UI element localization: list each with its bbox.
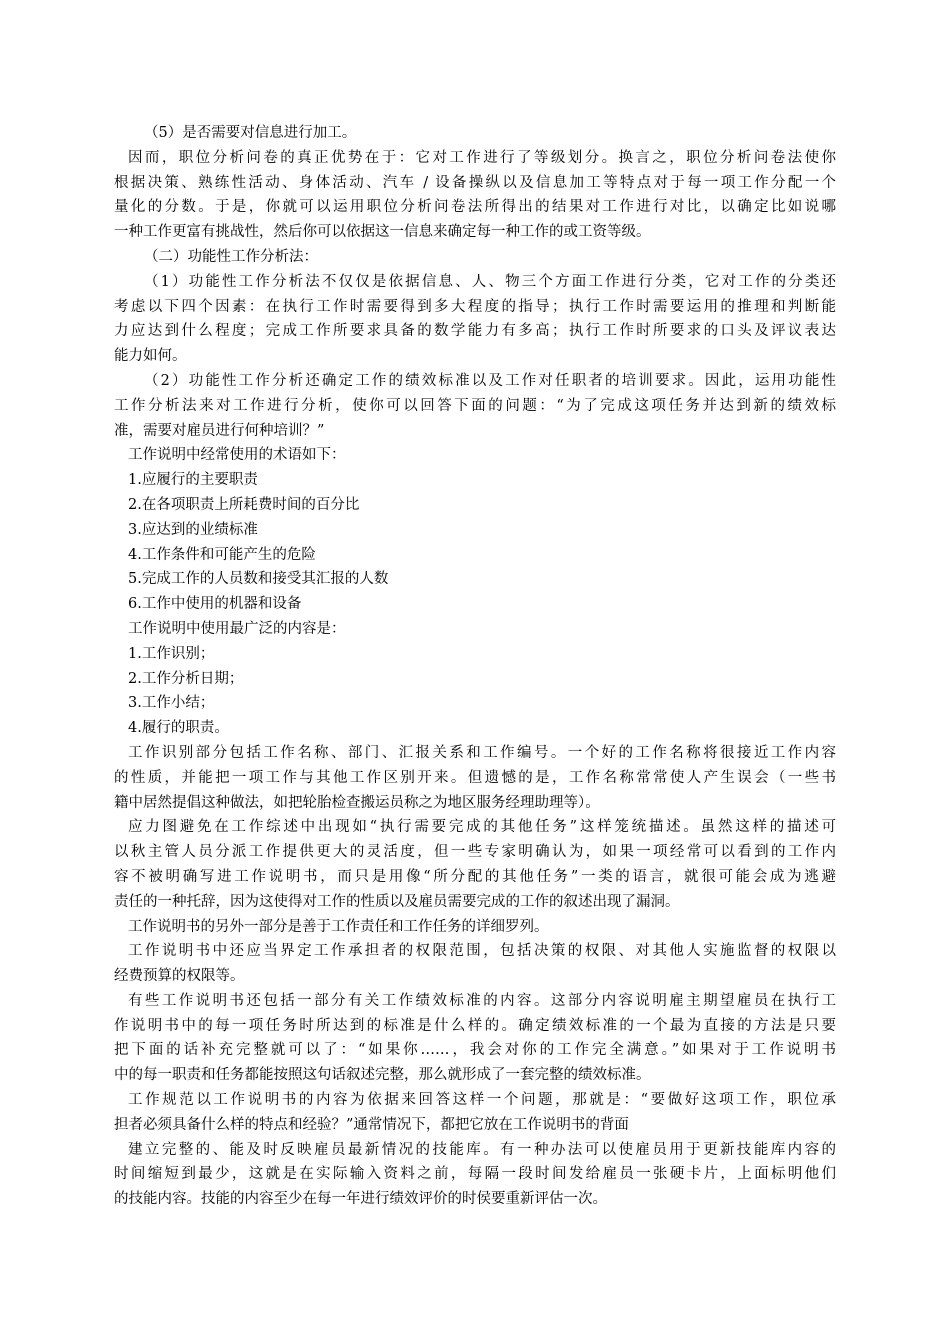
text-line: 考虑以下四个因素：在执行工作时需要得到多大程度的指导；执行工作时需要运用的推理和判断能 (114, 298, 836, 315)
paragraph (114, 493, 836, 518)
text-line: 容不被明确写进工作说明书，而只是用像“所分配的其他任务”一类的语言，就很可能会成为逃避 (114, 868, 836, 885)
paragraph (114, 518, 836, 543)
paragraph (114, 642, 836, 667)
text-line: 以秋主管人员分派工作提供更大的灵活度，但一些专家明确认为，如果一项经常可以看到的工作内 (114, 844, 836, 861)
text-line: 3.工作小结； (128, 695, 215, 712)
paragraph (114, 146, 836, 245)
paragraph (114, 1088, 836, 1138)
text-line: 2.工作分析日期； (128, 670, 244, 687)
paragraph (114, 939, 836, 989)
text-line: 1.应履行的主要职责 (128, 472, 258, 489)
paragraph (114, 741, 836, 815)
text-line: 工作识别部分包括工作名称、部门、汇报关系和工作编号。一个好的工作名称将很接近工作内容 (128, 744, 836, 761)
paragraph (114, 468, 836, 493)
text-line: 3.应达到的业绩标准 (128, 521, 258, 538)
text-line: 4.履行的职责。 (128, 720, 229, 737)
paragraph (114, 369, 836, 443)
text-line: 应力图避免在工作综述中出现如“执行需要完成的其他任务”这样笼统描述。虽然这样的描述可 (128, 819, 836, 836)
paragraph (114, 270, 836, 369)
text-line: 工作说明书中还应当界定工作承担者的权限范围，包括决策的权限、对其他人实施监督的权限以 (128, 943, 836, 960)
paragraph (114, 443, 836, 468)
text-line: 因而，职位分析问卷的真正优势在于：它对工作进行了等级划分。换言之，职位分析问卷法使你 (128, 149, 836, 166)
paragraph (114, 989, 836, 1088)
text-line: 把下面的话补充完整就可以了：“如果你……，我会对你的工作完全满意。”如果对于工作说明书 (114, 1042, 836, 1059)
text-line: （2）功能性工作分析还确定工作的绩效标准以及工作对任职者的培训要求。因此，运用功能性 (144, 372, 836, 389)
paragraph (114, 121, 836, 146)
text-line: 籍中居然提倡这种做法，如把轮胎检查搬运员称之为地区服务经理助理等）。 (114, 794, 600, 811)
text-line: 工作规范以工作说明书的内容为依据来回答这样一个问题，那就是：“要做好这项工作，职位承 (128, 1092, 836, 1109)
text-line: 经费预算的权限等。 (114, 968, 245, 985)
text-line: 5.完成工作的人员数和接受其汇报的人数 (128, 571, 389, 588)
paragraph (114, 667, 836, 692)
text-line: 工作说明中使用最广泛的内容是： (128, 620, 346, 637)
text-line: 2.在各项职责上所耗费时间的百分比 (128, 496, 360, 513)
text-line: 工作说明中经常使用的术语如下： (128, 447, 346, 464)
paragraph (114, 543, 836, 568)
text-line: 的技能内容。技能的内容至少在每一年进行绩效评价的时侯要重新评估一次。 (114, 1191, 607, 1208)
text-line: 责任的一种托辞，因为这使得对工作的性质以及雇员需要完成的工作的叙述出现了漏洞。 (114, 893, 680, 910)
text-line: 准，需要对雇员进行何种培训？” (114, 422, 325, 439)
paragraph (114, 815, 836, 914)
text-line: 一种工作更富有挑战性，然后你可以依据这一信息来确定每一种工作的或工资等级。 (114, 224, 651, 241)
paragraph (114, 592, 836, 617)
document-page (114, 121, 836, 1212)
paragraph (114, 915, 836, 940)
text-line: （1）功能性工作分析法不仅仅是依据信息、人、物三个方面工作进行分类，它对工作的分类还 (144, 273, 836, 290)
text-line: 工作分析法来对工作进行分析，使你可以回答下面的问题：“为了完成这项任务并达到新的绩效标 (114, 397, 836, 414)
paragraph (114, 1138, 836, 1212)
text-line: 量化的分数。于是，你就可以运用职位分析问卷法所得出的结果对工作进行对比，以确定比如说哪 (114, 199, 836, 216)
paragraph (114, 716, 836, 741)
text-line: （5）是否需要对信息进行加工。 (144, 125, 357, 141)
text-line: 时间缩短到最少，这就是在实际输入资料之前，每隔一段时间发给雇员一张硬卡片，上面标明他们 (114, 1166, 836, 1183)
text-line: 担者必须具备什么样的特点和经验？”通常情况下，都把它放在工作说明书的背面 (114, 1116, 629, 1133)
text-line: 根据决策、熟练性活动、身体活动、汽车 / 设备操纵以及信息加工等特点对于每一项工作分配一个 (114, 174, 836, 191)
text-line: 能力如何。 (114, 348, 187, 365)
paragraph (114, 245, 836, 270)
text-line: 1.工作识别； (128, 645, 215, 662)
paragraph (114, 617, 836, 642)
text-line: 建立完整的、能及时反映雇员最新情况的技能库。有一种办法可以使雇员用于更新技能库内容的 (128, 1141, 836, 1158)
text-line: 有些工作说明书还包括一部分有关工作绩效标准的内容。这部分内容说明雇主期望雇员在执行工 (128, 992, 836, 1009)
text-line: 6.工作中使用的机器和设备 (128, 596, 302, 613)
text-line: 的性质，并能把一项工作与其他工作区别开来。但遗憾的是，工作名称常常使人产生误会（一些书 (114, 769, 836, 786)
paragraph (114, 691, 836, 716)
text-line: 作说明书中的每一项任务时所达到的标准是什么样的。确定绩效标准的一个最为直接的方法是只要 (114, 1017, 836, 1034)
paragraph (114, 567, 836, 592)
text-line: 工作说明书的另外一部分是善于工作责任和工作任务的详细罗列。 (128, 918, 549, 935)
text-line: 力应达到什么程度；完成工作所要求具备的数学能力有多高；执行工作时所要求的口头及评议表达 (114, 323, 836, 340)
text-line: （二）功能性工作分析法： (144, 248, 318, 265)
text-line: 中的每一职责和任务都能按照这句话叙述完整，那么就形成了一套完整的绩效标准。 (114, 1067, 651, 1084)
text-line: 4.工作条件和可能产生的危险 (128, 546, 316, 563)
